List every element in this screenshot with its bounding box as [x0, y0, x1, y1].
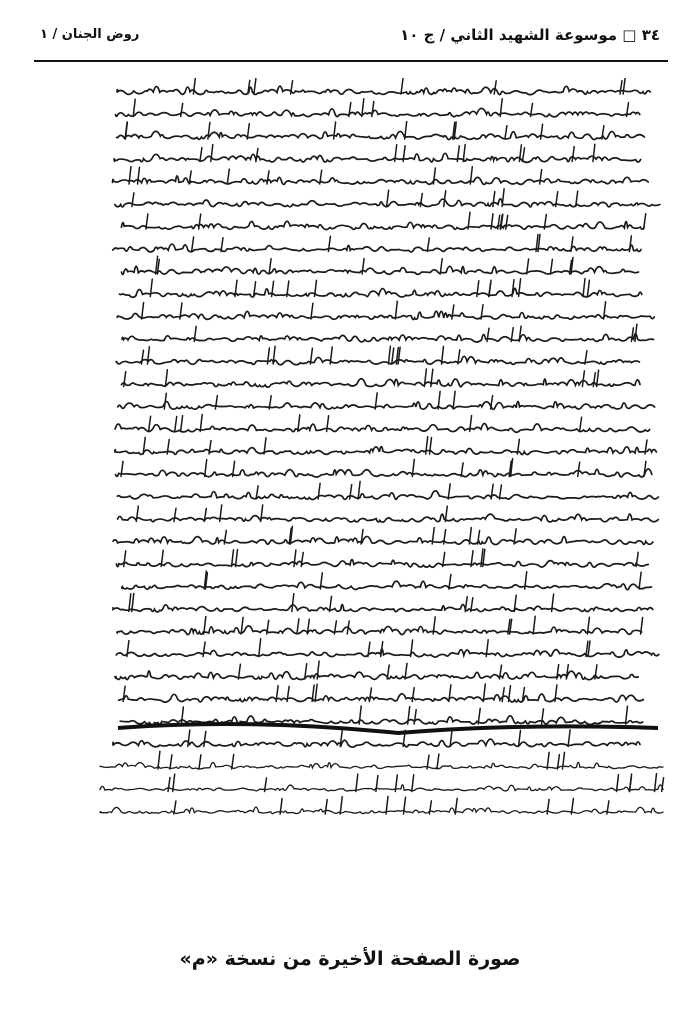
manuscript-handwriting — [98, 78, 668, 918]
manuscript-stroke — [221, 238, 223, 252]
manuscript-stroke — [247, 124, 249, 139]
manuscript-stroke — [580, 417, 582, 431]
manuscript-line — [115, 423, 650, 432]
manuscript-stroke — [138, 167, 140, 184]
manuscript-stroke — [318, 483, 320, 499]
manuscript-stroke — [362, 259, 364, 274]
manuscript-line — [100, 762, 663, 769]
manuscript-stroke — [215, 396, 217, 409]
manuscript-stroke — [204, 732, 206, 747]
manuscript-stroke — [411, 640, 413, 657]
manuscript-stroke — [269, 259, 271, 274]
manuscript-stroke — [233, 461, 235, 476]
manuscript-stroke — [312, 685, 314, 701]
manuscript-stroke — [387, 190, 389, 206]
manuscript-line — [119, 694, 644, 702]
manuscript-line — [115, 447, 657, 455]
manuscript-stroke — [453, 391, 455, 409]
manuscript-stroke — [583, 279, 585, 297]
manuscript-stroke — [158, 751, 160, 769]
manuscript-stroke — [376, 776, 378, 792]
manuscript-stroke — [566, 665, 568, 679]
manuscript-line — [113, 536, 653, 544]
manuscript-stroke — [469, 528, 471, 544]
manuscript-stroke — [369, 688, 371, 702]
manuscript-stroke — [372, 102, 374, 117]
manuscript-stroke — [174, 508, 176, 521]
manuscript-stroke — [449, 574, 451, 589]
manuscript-stroke — [465, 597, 467, 612]
manuscript-stroke — [297, 619, 299, 634]
manuscript-stroke — [582, 371, 584, 387]
manuscript-stroke — [392, 348, 394, 364]
manuscript-stroke — [630, 774, 632, 791]
manuscript-stroke — [571, 237, 573, 252]
manuscript-stroke — [639, 572, 641, 589]
manuscript-stroke — [232, 755, 234, 770]
manuscript-line — [120, 288, 642, 297]
manuscript-line — [113, 176, 649, 185]
manuscript-stroke — [387, 665, 389, 679]
manuscript-line — [117, 311, 654, 319]
manuscript-stroke — [412, 775, 414, 792]
manuscript-line — [100, 807, 663, 814]
manuscript-stroke — [452, 305, 454, 319]
manuscript-stroke — [174, 801, 176, 814]
manuscript-line — [116, 108, 640, 117]
manuscript-stroke — [401, 78, 403, 94]
manuscript-stroke — [414, 710, 416, 724]
manuscript-line — [116, 649, 659, 657]
manuscript-stroke — [509, 686, 511, 702]
manuscript-stroke — [437, 754, 439, 769]
manuscript-stroke — [142, 350, 144, 364]
manuscript-stroke — [578, 462, 580, 476]
manuscript-image — [98, 78, 668, 918]
manuscript-stroke — [256, 149, 258, 162]
manuscript-stroke — [494, 81, 496, 94]
manuscript-stroke — [359, 706, 361, 724]
manuscript-stroke — [502, 688, 504, 702]
manuscript-stroke — [350, 485, 352, 499]
manuscript-stroke — [124, 551, 126, 567]
manuscript-line — [122, 266, 639, 274]
manuscript-stroke — [550, 259, 552, 274]
manuscript-stroke — [478, 708, 480, 724]
manuscript-stroke — [168, 778, 170, 792]
manuscript-stroke — [506, 215, 508, 229]
manuscript-stroke — [448, 484, 450, 499]
manuscript-ink-smudge — [118, 724, 658, 733]
manuscript-stroke — [181, 103, 183, 116]
manuscript-stroke — [381, 642, 383, 657]
manuscript-stroke — [388, 346, 390, 364]
manuscript-stroke — [259, 639, 261, 657]
manuscript-stroke — [175, 417, 177, 432]
manuscript-stroke — [292, 594, 294, 612]
manuscript-stroke — [629, 236, 631, 252]
manuscript-stroke — [181, 416, 183, 432]
manuscript-stroke — [136, 506, 138, 521]
manuscript-stroke — [205, 460, 207, 477]
figure-caption: صورة الصفحة الأخيرة من نسخة «م» — [179, 948, 521, 970]
page-header — [0, 0, 700, 60]
manuscript-stroke — [227, 169, 229, 184]
manuscript-line — [114, 153, 640, 162]
manuscript-stroke — [587, 280, 589, 296]
manuscript-line — [117, 626, 642, 635]
manuscript-stroke — [617, 775, 619, 792]
manuscript-line — [117, 86, 650, 95]
manuscript-stroke — [626, 706, 628, 724]
manuscript-line — [122, 379, 641, 387]
manuscript-stroke — [491, 396, 493, 409]
manuscript-stroke — [408, 707, 410, 724]
manuscript-stroke — [449, 685, 451, 702]
manuscript-stroke — [635, 324, 637, 341]
manuscript-line — [115, 671, 638, 680]
manuscript-stroke — [519, 279, 521, 297]
manuscript-stroke — [267, 171, 269, 184]
manuscript-stroke — [493, 192, 495, 207]
manuscript-stroke — [127, 641, 129, 657]
manuscript-stroke — [547, 752, 549, 769]
manuscript-stroke — [498, 215, 500, 229]
manuscript-stroke — [200, 415, 202, 432]
manuscript-stroke — [644, 461, 646, 476]
manuscript-stroke — [203, 642, 205, 657]
manuscript-line — [116, 559, 648, 567]
manuscript-stroke — [236, 550, 238, 567]
manuscript-stroke — [541, 124, 543, 139]
manuscript-stroke — [200, 148, 202, 162]
manuscript-stroke — [310, 348, 312, 364]
manuscript-stroke — [170, 755, 172, 769]
manuscript-stroke — [298, 415, 300, 432]
manuscript-stroke — [199, 214, 201, 229]
manuscript-line — [116, 356, 639, 364]
manuscript-stroke — [429, 801, 431, 814]
book-title: روض الجنان / ١ — [40, 27, 140, 42]
manuscript-stroke — [261, 505, 263, 522]
manuscript-stroke — [512, 280, 514, 297]
manuscript-stroke — [505, 126, 507, 139]
manuscript-stroke — [523, 148, 525, 162]
manuscript-stroke — [491, 484, 493, 499]
manuscript-stroke — [192, 237, 194, 252]
manuscript-stroke — [489, 280, 491, 296]
manuscript-stroke — [593, 144, 595, 161]
manuscript-stroke — [572, 147, 574, 162]
manuscript-stroke — [199, 755, 201, 769]
manuscript-stroke — [540, 170, 542, 184]
manuscript-stroke — [499, 485, 501, 499]
manuscript-stroke — [142, 303, 144, 319]
manuscript-stroke — [461, 463, 463, 477]
manuscript-stroke — [287, 687, 289, 702]
manuscript-stroke — [655, 774, 657, 792]
manuscript-stroke — [173, 774, 175, 791]
manuscript-stroke — [325, 800, 327, 814]
manuscript-line — [117, 491, 658, 500]
manuscript-stroke — [254, 79, 256, 95]
manuscript-stroke — [519, 326, 521, 341]
manuscript-stroke — [164, 393, 166, 409]
manuscript-stroke — [395, 301, 397, 319]
manuscript-stroke — [568, 730, 570, 747]
manuscript-line — [113, 739, 640, 747]
manuscript-stroke — [181, 707, 183, 724]
manuscript-stroke — [149, 416, 151, 431]
manuscript-stroke — [593, 373, 595, 387]
manuscript-line — [117, 131, 645, 139]
manuscript-line — [122, 334, 654, 342]
manuscript-stroke — [444, 191, 446, 207]
manuscript-stroke — [463, 145, 465, 162]
manuscript-stroke — [315, 684, 317, 701]
manuscript-stroke — [356, 774, 358, 791]
manuscript-stroke — [644, 214, 646, 229]
header-divider — [34, 60, 668, 62]
manuscript-stroke — [349, 103, 351, 117]
manuscript-line — [113, 605, 653, 612]
manuscript-stroke — [445, 506, 447, 521]
manuscript-stroke — [433, 168, 435, 184]
manuscript-line — [100, 785, 663, 791]
manuscript-stroke — [405, 663, 407, 679]
running-title: ٣٤ □ موسوعة الشهيد الثاني / ج ١٠ — [400, 26, 660, 44]
manuscript-stroke — [533, 616, 535, 634]
manuscript-line — [122, 581, 652, 590]
manuscript-stroke — [347, 621, 349, 634]
manuscript-stroke — [412, 688, 414, 702]
manuscript-line — [118, 514, 659, 522]
manuscript-stroke — [427, 238, 429, 252]
manuscript-line — [118, 401, 655, 409]
manuscript-stroke — [557, 665, 559, 679]
manuscript-stroke — [340, 797, 342, 814]
manuscript-line — [116, 469, 652, 477]
manuscript-stroke — [620, 81, 622, 94]
manuscript-stroke — [238, 664, 240, 679]
